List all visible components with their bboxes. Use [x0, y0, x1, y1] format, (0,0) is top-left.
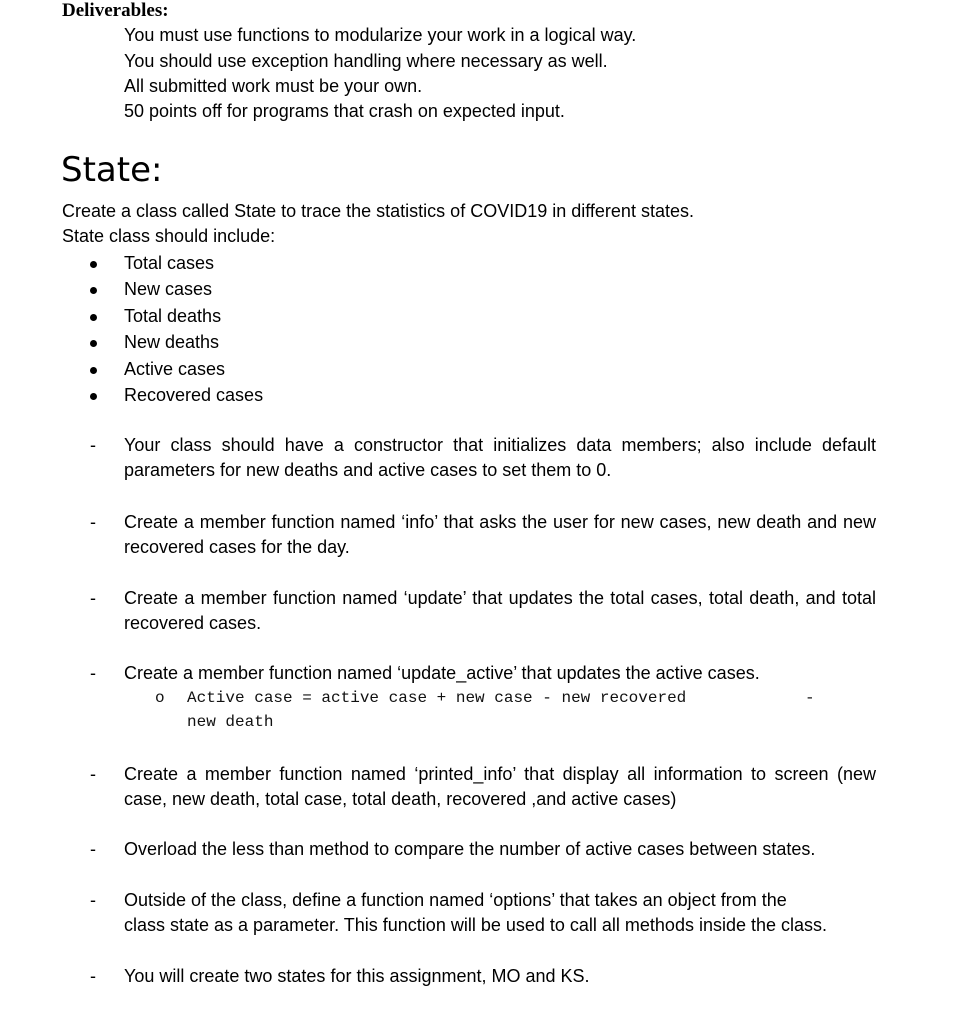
- state-intro-line: Create a class called State to trace the statistics of COVID19 in different states.: [62, 201, 694, 221]
- bullet-label: Total deaths: [124, 306, 222, 326]
- dash-marker: -: [90, 512, 96, 532]
- dash-marker: -: [90, 839, 96, 859]
- bullet-icon: [90, 314, 97, 321]
- requirement-line: Your class should have a constructor that initializes data members; also include default: [124, 435, 876, 455]
- bullet-icon: [90, 261, 97, 268]
- deliverables-heading: Deliverables:: [62, 0, 169, 21]
- dash-marker: -: [90, 890, 96, 910]
- requirement-line: Overload the less than method to compare the number of active cases between states.: [124, 839, 816, 859]
- requirement-line: Create a member function named ‘update_active’ that updates the active cases.: [124, 663, 760, 683]
- dash-marker: -: [90, 435, 96, 455]
- dash-marker: -: [90, 966, 96, 986]
- requirement-line: new recovered cases for the day.: [124, 512, 876, 557]
- requirement-text: [124, 762, 876, 812]
- sub-bullet-marker: o: [155, 689, 165, 707]
- requirement-text: [124, 586, 876, 636]
- bullet-icon: [90, 287, 97, 294]
- state-intro-line: State class should include:: [62, 226, 276, 246]
- bullet-icon: [90, 393, 97, 400]
- requirement-line: (new case, new death, total case, total death, recovered ,and active cases): [124, 764, 876, 809]
- deliverables-line: You should use exception handling where necessary as well.: [124, 51, 608, 71]
- requirement-text: [124, 510, 876, 560]
- bullet-label: Total cases: [124, 253, 215, 273]
- formula-line: Active case = active case + new case - new recovered: [187, 689, 687, 707]
- bullet-label: Active cases: [124, 359, 226, 379]
- dash-marker: -: [90, 663, 96, 683]
- formula-line: new death: [187, 713, 274, 731]
- requirement-line: Create a member function named ‘update’ that updates the total cases, total death, and: [124, 588, 836, 608]
- requirement-line: class state as a parameter. This function will be used to call all methods inside the class.: [124, 915, 828, 935]
- deliverables-line: 50 points off for programs that crash on expected input.: [124, 101, 565, 121]
- requirement-line: You will create two states for this assignment, MO and KS.: [124, 966, 590, 986]
- deliverables-line: All submitted work must be your own.: [124, 76, 423, 96]
- requirement-text: [124, 888, 876, 938]
- bullet-label: New cases: [124, 279, 213, 299]
- deliverables-line: You must use functions to modularize your work in a logical way.: [124, 25, 637, 45]
- bullet-label: New deaths: [124, 332, 220, 352]
- bullet-label: Recovered cases: [124, 385, 264, 405]
- bullet-icon: [90, 340, 97, 347]
- bullet-icon: [90, 367, 97, 374]
- formula-trailing-minus: -: [805, 689, 815, 707]
- requirement-text: [124, 433, 876, 483]
- requirement-line: Outside of the class, define a function named ‘options’ that takes an object from the: [124, 890, 787, 910]
- requirement-line: parameters for new deaths and active cases to set them to 0.: [124, 460, 612, 480]
- state-heading: State:: [61, 150, 163, 190]
- dash-marker: -: [90, 764, 96, 784]
- requirement-line: Create a member function named ‘info’ that asks the user for new cases, new death and: [124, 512, 838, 532]
- requirement-line: total recovered cases.: [124, 588, 876, 633]
- requirement-line: Create a member function named ‘printed_info’ that display all information to screen: [124, 764, 829, 784]
- dash-marker: -: [90, 588, 96, 608]
